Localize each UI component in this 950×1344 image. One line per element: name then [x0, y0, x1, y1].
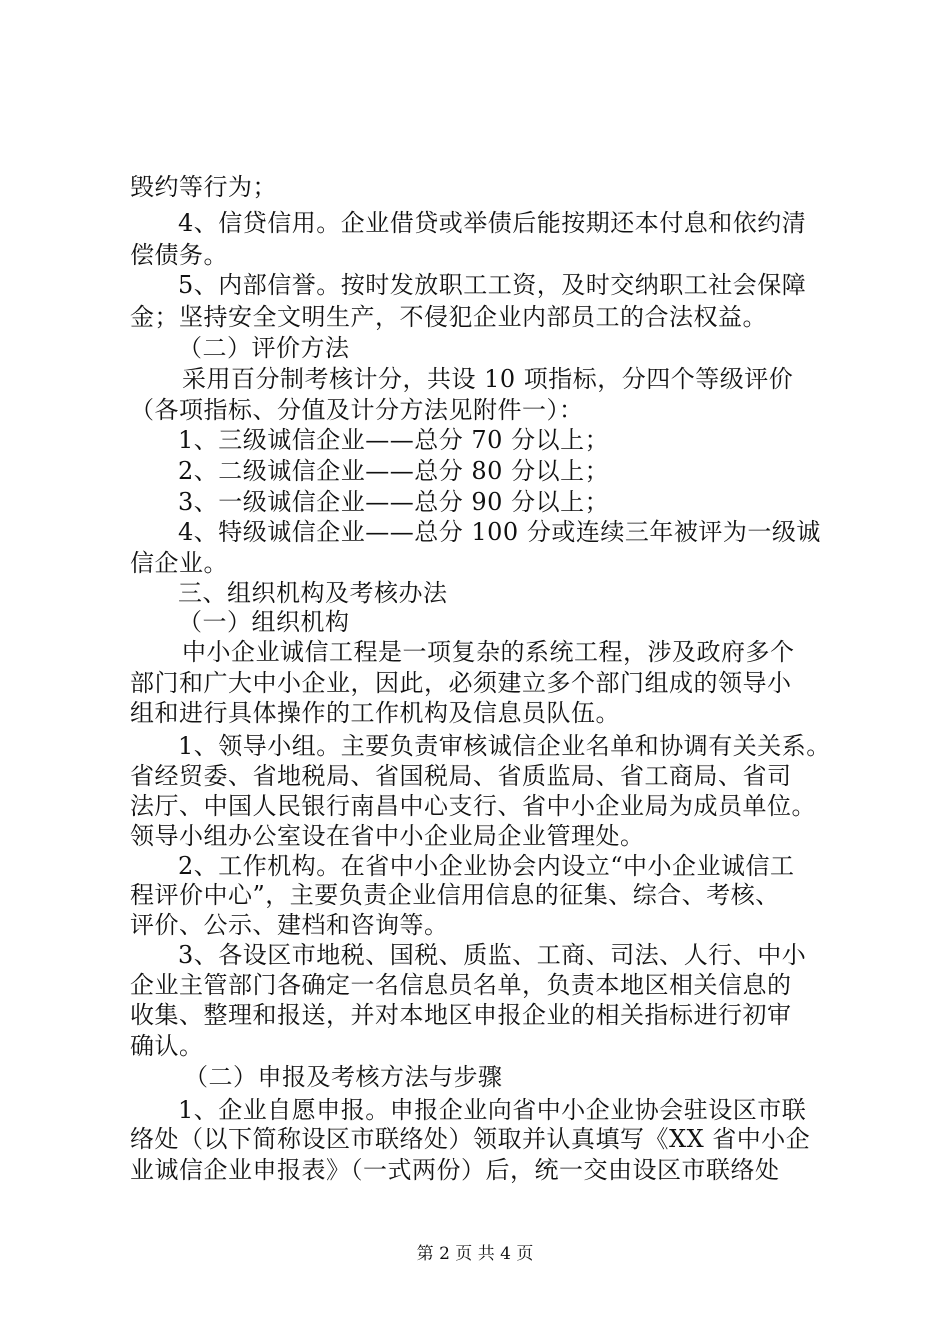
- text-line: 4、特级诚信企业——总分 100 分或连续三年被评为一级诚: [178, 518, 821, 546]
- text-line: 领导小组办公室设在省中小企业局企业管理处。: [130, 822, 645, 850]
- text-line: 程评价中心”，主要负责企业信用信息的征集、综合、考核、: [130, 881, 780, 909]
- text-line: 企业主管部门各确定一名信息员名单，负责本地区相关信息的: [130, 971, 792, 999]
- text-line: 业诚信企业申报表》（一式两份）后，统一交由设区市联络处: [130, 1156, 780, 1184]
- text-line: 2、工作机构。在省中小企业协会内设立“中小企业诚信工: [178, 852, 795, 880]
- text-line: 部门和广大中小企业，因此，必须建立多个部门组成的领导小: [130, 669, 792, 697]
- text-line: （各项指标、分值及计分方法见附件一）：: [130, 396, 584, 424]
- text-line: 1、企业自愿申报。申报企业向省中小企业协会驻设区市联: [178, 1096, 807, 1124]
- text-line: 毁约等行为；: [130, 173, 277, 201]
- text-line: 采用百分制考核计分，共设 10 项指标，分四个等级评价: [182, 365, 794, 393]
- text-line: 2、二级诚信企业——总分 80 分以上；: [178, 457, 610, 485]
- text-line: 金；坚持安全文明生产，不侵犯企业内部员工的合法权益。: [130, 303, 767, 331]
- text-line: 3、各设区市地税、国税、质监、工商、司法、人行、中小: [178, 941, 807, 969]
- text-line: 偿债务。: [130, 241, 228, 269]
- text-line: 4、信贷信用。企业借贷或举债后能按期还本付息和依约清: [178, 209, 807, 237]
- text-line: 收集、整理和报送，并对本地区申报企业的相关指标进行初审: [130, 1001, 792, 1029]
- text-line: 信企业。: [130, 549, 228, 577]
- text-line: 5、内部信誉。按时发放职工工资，及时交纳职工社会保障: [178, 271, 807, 299]
- text-line: 组和进行具体操作的工作机构及信息员队伍。: [130, 699, 620, 727]
- text-line: 1、三级诚信企业——总分 70 分以上；: [178, 426, 610, 454]
- text-line: 省经贸委、省地税局、省国税局、省质监局、省工商局、省司: [130, 762, 792, 790]
- section-heading: 三、组织机构及考核办法: [178, 579, 448, 607]
- text-line: 络处（以下简称设区市联络处）领取并认真填写《XX 省中小企: [130, 1125, 811, 1153]
- text-line: 确认。: [130, 1032, 204, 1060]
- text-line: 1、领导小组。主要负责审核诚信企业名单和协调有关关系。: [178, 732, 831, 760]
- section-heading: （二）评价方法: [178, 334, 350, 362]
- text-line: 评价、公示、建档和咨询等。: [130, 911, 449, 939]
- section-heading: （二）申报及考核方法与步骤: [184, 1063, 503, 1091]
- section-heading: （一）组织机构: [178, 608, 350, 636]
- text-line: 3、一级诚信企业——总分 90 分以上；: [178, 488, 610, 516]
- text-line: 法厅、中国人民银行南昌中心支行、省中小企业局为成员单位。: [130, 792, 816, 820]
- text-line: 中小企业诚信工程是一项复杂的系统工程，涉及政府多个: [182, 638, 795, 666]
- page-number: 第 2 页 共 4 页: [416, 1244, 534, 1264]
